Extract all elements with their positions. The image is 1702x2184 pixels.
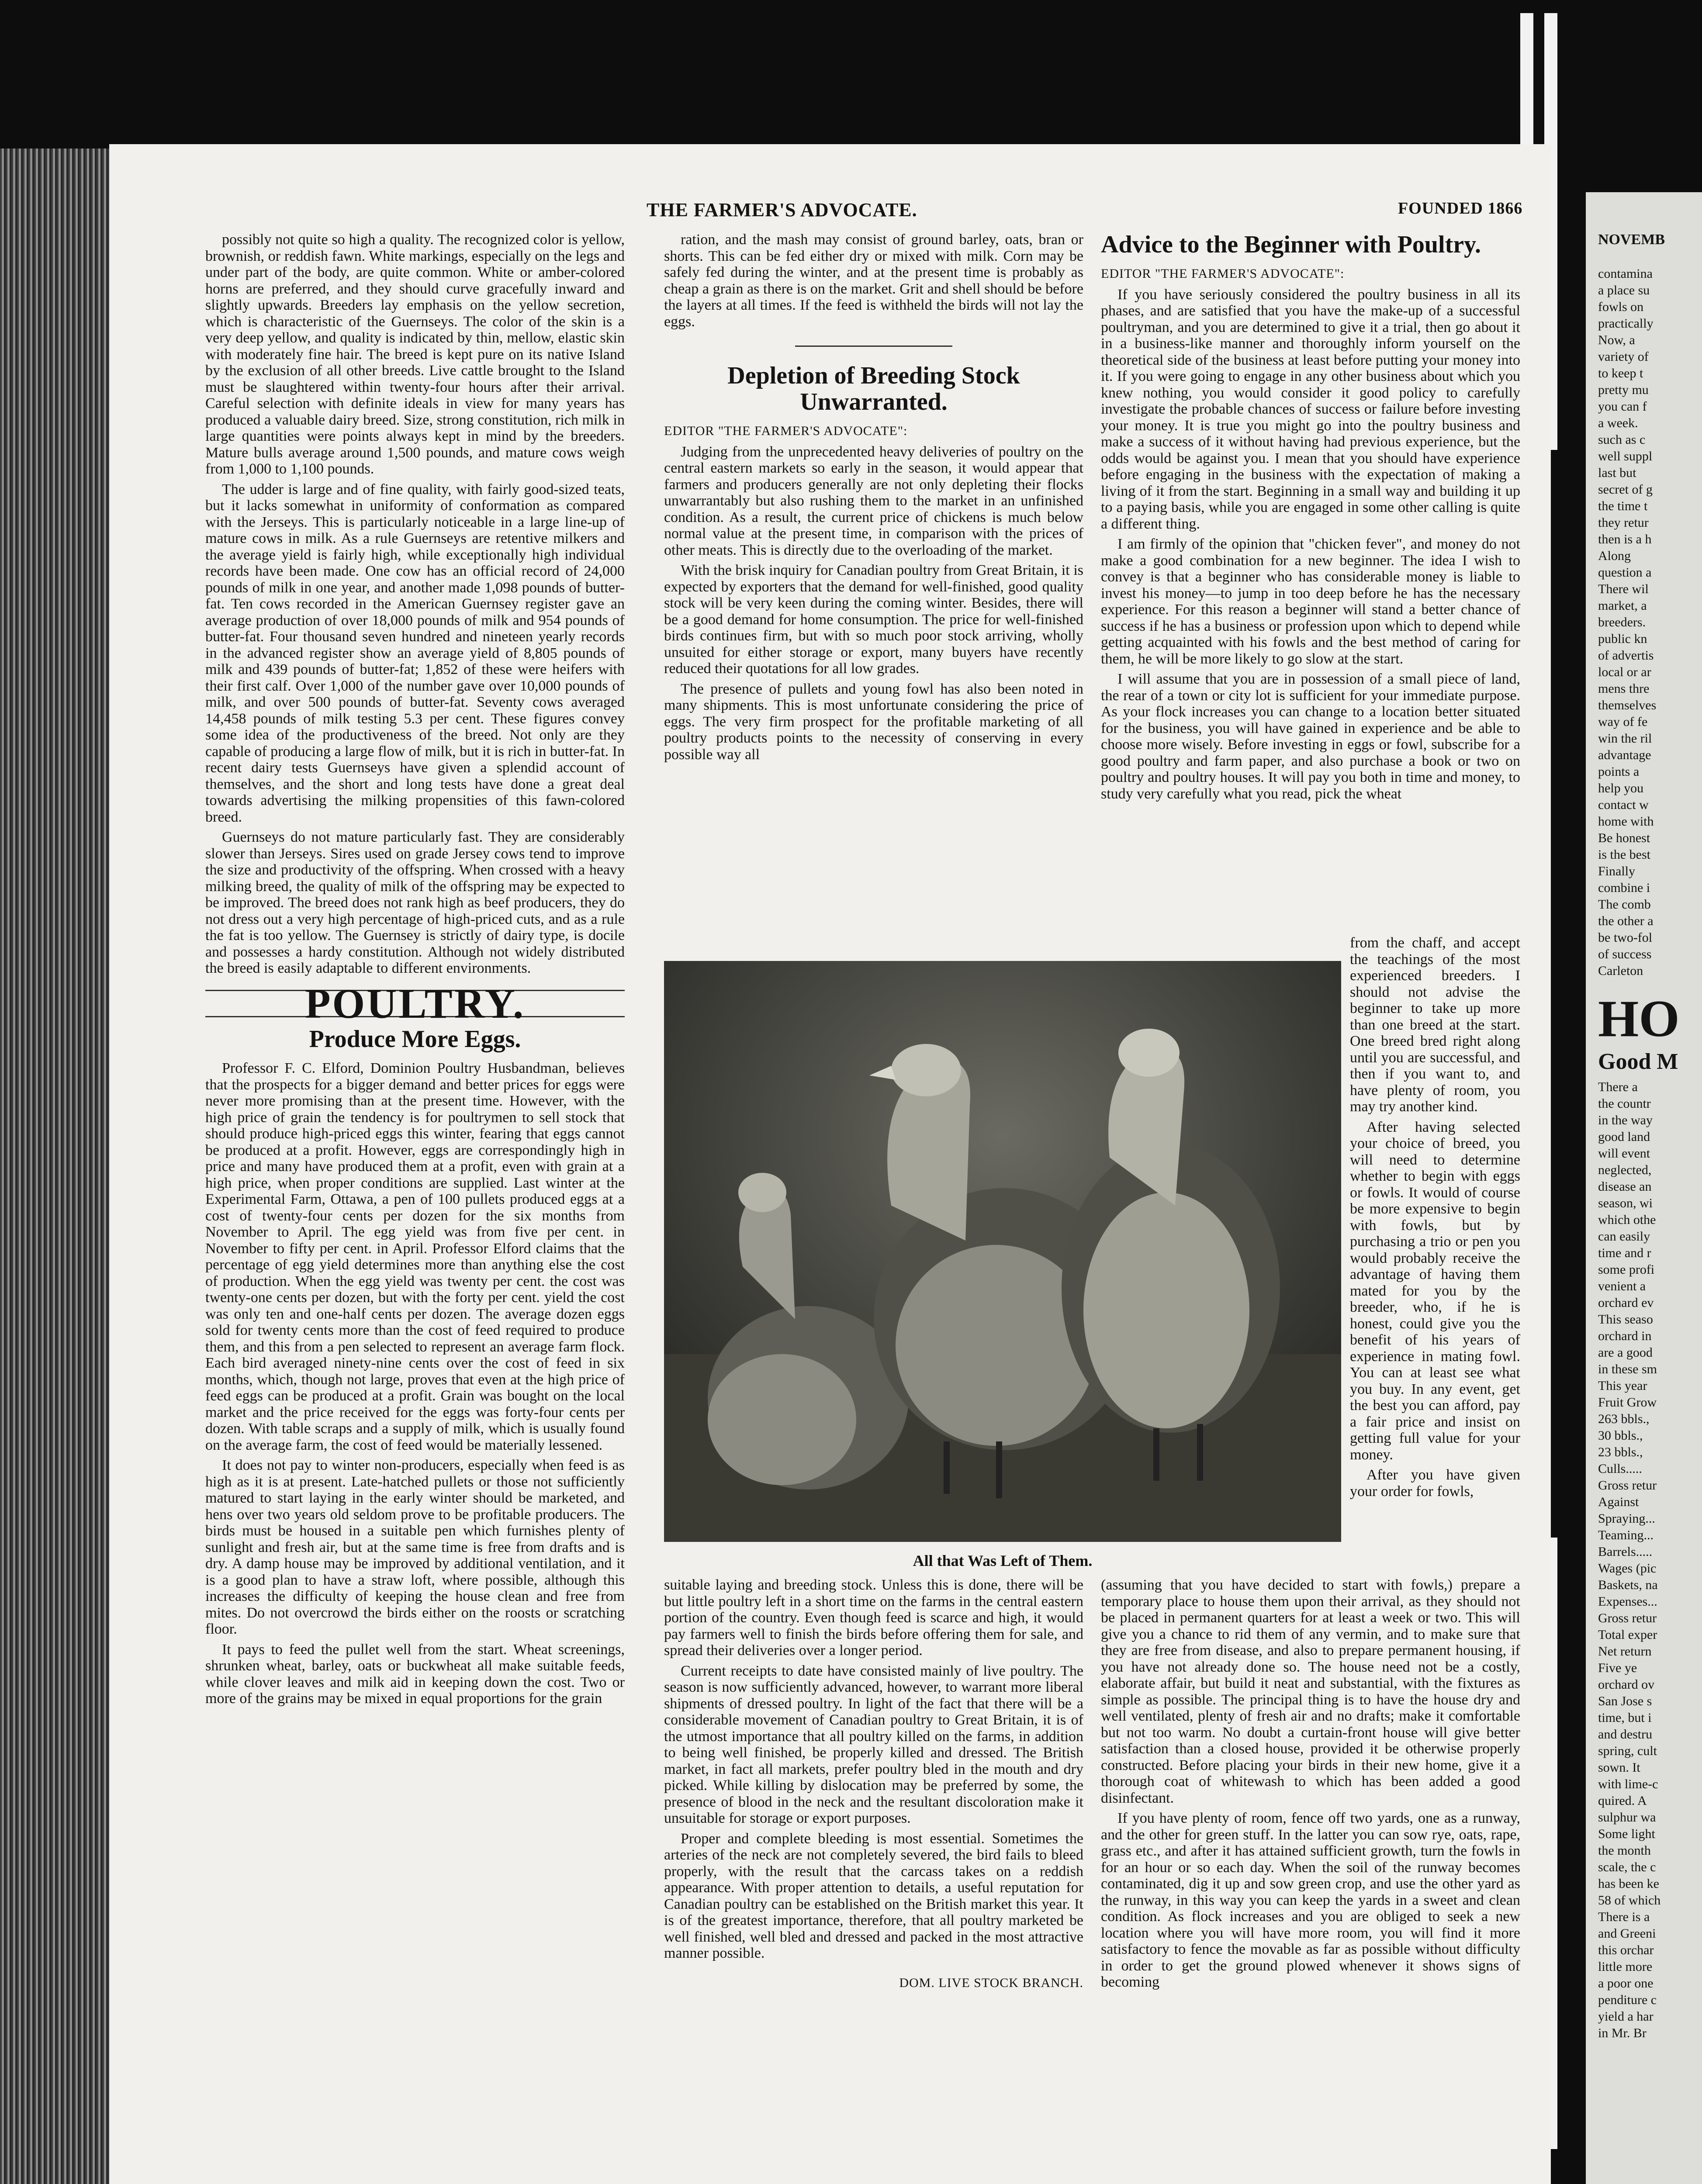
right-page-line: Spraying...: [1598, 1511, 1655, 1526]
paragraph: Professor F. C. Elford, Dominion Poultry Husbandman, believes that the prospects for a bigger demand and better prices for eggs were never more promising than at the present time. However, with the high price of grain the tendency is for poultrymen to sell stock that should produce high-priced eggs this winter, fearing that eggs cannot be produced at a profit. However, eggs are correspondingly high in price and many have produced them at a profit, even with grain at a high price, when proper conditions are supplied. Last winter at the Experimental Farm, Ottawa, a pen of 100 pullets produced eggs at a cost of twenty-four cents per dozen for the six months from November to April. The egg yield was from five per cent. in November to fifty per cent. in April. Professor Elford claims that the percentage of egg yield determines more than anything else the cost of production. When the egg yield was twenty per cent. the cost was twenty-one cents per dozen, but with the forty per cent. yield the cost was only ten and one-half cents per dozen. The average dozen eggs sold for twenty cents more than the cost of feed required to produce them, and this from a pen selected to represent an average farm flock. Each bird averaged ninety-nine cents over the cost of feed in six months, which, though not large, proves that even at the high price of feed eggs can be produced at a profit. Grain was bought on the local market and the price received for the eggs was forty-four cents per dozen. With table scraps and a supply of milk, which is usually found on the average farm, the cost of feed would be materially lessened.: [205, 1060, 625, 1453]
right-page-line: penditure c: [1598, 1993, 1657, 2007]
right-page-line: a week.: [1598, 416, 1638, 430]
right-page-line: quired. A: [1598, 1794, 1647, 1808]
paragraph: suitable laying and breeding stock. Unless this is done, there will be but little poultry left in a short time on the farms in the central eastern portion of the country. Even though feed is scarce and high, it would pay farmers well to finish the birds before offering them for sale, and spread their deliveries over a longer period.: [664, 1577, 1083, 1659]
right-page-line: Gross retur: [1598, 1478, 1657, 1493]
right-page-line: Along: [1598, 549, 1631, 563]
paragraph: If you have seriously considered the poultry business in all its phases, and are satisfied that you have the make-up of a successful poultryman, and you are determined to give it a trial, then go about it in a business-like manner and thoroughly inform yourself on the theoretical side of the business at least before putting your money into it. If you were going to engage in any other business about which you knew nothing, you would consider it good policy to carefully investigate the probable chances of success or failure before investing your money. It is true you might go into the poultry business and make a success of it without having had previous experience, but the odds would be against you. I mean that you should have experience before engaging in the business with the expectation of making a living of it from the start. Beginning in a small way and building it up to a paying basis, while you are engaged in some other calling is quite a different thing.: [1101, 286, 1520, 532]
right-page-line: this orchar: [1598, 1943, 1654, 1957]
right-page-line: in the way: [1598, 1113, 1653, 1127]
right-page-line: and destru: [1598, 1727, 1653, 1742]
right-page-line: variety of: [1598, 349, 1649, 364]
right-page-line: help you: [1598, 781, 1644, 795]
paragraph: I will assume that you are in possession of a small piece of land, the rear of a town or city lot is sufficient for your immediate purpose. As your flock increases you can change to a location better situated for the business, you will have gained in experience and be able to choose more wisely. Before investing in eggs or fowl, subscribe for a good poultry and farm paper, and also purchase a book or two on poultry and poultry houses. It will pay you both in time and money, to study very carefully what you read, pick the wheat: [1101, 671, 1520, 802]
right-page-line: Culls.....: [1598, 1462, 1642, 1476]
right-page-line: home with: [1598, 814, 1654, 829]
right-page-header: NOVEMB: [1598, 232, 1665, 248]
paragraph: After you have given your order for fowls,: [1350, 1467, 1520, 1500]
right-page-line: There a: [1598, 1080, 1638, 1094]
paragraph: I am firmly of the opinion that "chicken fever", and money do not make a good combination for a new beginner. The idea I wish to convey is that a beginner who has considerable money is liable to invest his money—to jump in too deep before he has the necessary experience. For this reason a beginner will stand a better chance of success if he has a business or profession upon which to depend while getting acquainted with his fowls and the best method of caring for them, he will be more likely to go slow at the start.: [1101, 536, 1520, 667]
paragraph: Proper and complete bleeding is most essential. Sometimes the arteries of the neck are not completely severed, the bird fails to bleed properly, with the result that the carcass takes on a reddish appearance. With proper attention to details, a useful reputation for Canadian poultry can be established on the British market this year. It is of the greatest importance, therefore, that all poultry marketed be well finished, well bled and dressed and packed in the most attractive manner possible.: [664, 1830, 1083, 1961]
paragraph: possibly not quite so high a quality. The recognized color is yellow, brownish, or reddish fawn. White markings, especially on the legs and under part of the body, are quite common. White or amber-colored horns are preferred, and they should curve gracefully inward and slightly upwards. Breeders lay emphasis on the yellow secretion, which is characteristic of the Guernseys. The color of the skin is a very deep yellow, and quality is indicated by thin, mellow, elastic skin with moderately fine hair. The breed is kept pure on its native Island by the exclusion of all other breeds. Live cattle brought to the Island must be slaughtered within twenty-four hours after their arrival. Careful selection with definite ideals in view for many years has produced a valuable dairy breed. Size, strong constitution, rich milk in large quantities were points always kept in mind by the breeders. Mature bulls average around 1,500 pounds, and mature cows weigh from 1,000 to 1,100 pounds.: [205, 232, 625, 477]
right-page-line: This seaso: [1598, 1312, 1653, 1327]
paragraph: It pays to feed the pullet well from the start. Wheat screenings, shrunken wheat, barley, oats or buckwheat all make suitable feeds, while clover leaves and milk aid in keeping down the cost. Two or more of the grains may be mixed in equal proportions for the grain: [205, 1641, 625, 1707]
right-page-line: to keep t: [1598, 366, 1643, 380]
right-page-line: a place su: [1598, 283, 1650, 297]
column-3-narrow: [1350, 935, 1520, 1503]
right-page-line: San Jose s: [1598, 1694, 1652, 1708]
right-page-line: Expenses...: [1598, 1594, 1657, 1609]
right-page: [1586, 192, 1702, 2184]
right-page-line: breeders.: [1598, 615, 1646, 629]
right-page-line: well suppl: [1598, 449, 1653, 463]
right-page-line: sulphur wa: [1598, 1810, 1656, 1825]
right-page-line: market, a: [1598, 598, 1647, 613]
right-page-line: orchard ev: [1598, 1296, 1654, 1310]
right-page-line: Baskets, na: [1598, 1578, 1658, 1592]
right-page-line: Carleton: [1598, 964, 1643, 978]
right-page-line: spring, cult: [1598, 1744, 1657, 1758]
right-page-line: 23 bbls.,: [1598, 1445, 1643, 1459]
right-page-line: can easily: [1598, 1229, 1650, 1244]
right-page-line: Be honest: [1598, 831, 1650, 845]
paragraph: from the chaff, and accept the teachings of the most experienced breeders. I should not advise the beginner to take up more than one breed at the start. One breed bred right along until you are successful, and then if you want to, and have plenty of room, you may try another kind.: [1350, 935, 1520, 1115]
right-page-line: are a good: [1598, 1345, 1653, 1360]
section-title: POULTRY.: [205, 990, 625, 1018]
geese-photo: [664, 961, 1341, 1542]
right-page-line: local or ar: [1598, 665, 1651, 679]
right-page-line: the other a: [1598, 914, 1654, 928]
right-page-line: Fruit Grow: [1598, 1395, 1657, 1410]
right-page-line: is the best: [1598, 847, 1650, 862]
right-page-line: be two-fol: [1598, 930, 1653, 945]
right-page-line: season, wi: [1598, 1196, 1653, 1210]
right-page-line: neglected,: [1598, 1163, 1652, 1177]
paragraph: After having selected your choice of breed, you will need to determine whether to begin with eggs or fowls. It would of course be more expensive to begin with fowls, but by purchasing a trio or pen you would probably receive the advantage of having them mated for you by the breeder, who, if he is honest, could give you the benefit of his years of experience in mating fowl. You can at least see what you buy. In any event, get the best you can afford, pay a fair price and insist on getting full value for your money.: [1350, 1119, 1520, 1463]
right-page-line: some profi: [1598, 1262, 1655, 1277]
paragraph: (assuming that you have decided to start with fowls,) prepare a temporary place to house them upon their arrival, as they should not be placed in permanent quarters for at least a week or two. This will give you a chance to rid them of any vermin, and to make sure that they are free from disease, and also to prepare permanent housing, if you have not already done so. The house need not be a costly, elaborate affair, but build it neat and substantial, with the fixtures as simple as possible. The principal thing is to have the house dry and well ventilated, plenty of fresh air and no drafts; make it comfortable but not too warm. No doubt a curtain-front house will give better satisfaction than a closed house, provided it be otherwise properly constructed. Before placing your birds in their new home, give it a thorough coat of whitewash to which has been added a good disinfectant.: [1101, 1577, 1520, 1806]
right-page-line: they retur: [1598, 515, 1649, 530]
right-page-line: themselves: [1598, 698, 1657, 712]
right-page-line: There wil: [1598, 582, 1649, 596]
article-title: Produce More Eggs.: [309, 1026, 521, 1053]
article-title: Advice to the Beginner with Poultry.: [1101, 231, 1481, 258]
right-page-line: This year: [1598, 1379, 1647, 1393]
right-page-line: Total exper: [1598, 1628, 1657, 1642]
right-page-text: [1586, 192, 1702, 2042]
right-page-line: Wages (pic: [1598, 1561, 1657, 1576]
byline: EDITOR "THE FARMER'S ADVOCATE":: [664, 424, 908, 438]
paragraph: Judging from the unprecedented heavy deliveries of poultry on the central eastern markets so early in the season, it would appear that farmers and producers generally are not only depleting their flocks unwarrantably but also rushing them to the market in an unfinished condition. As a result, the current price of chickens is much below normal value at the present time, in comparison with the prices of other meats. This is directly due to the overloading of the market.: [664, 443, 1083, 558]
right-page-line: 30 bbls.,: [1598, 1428, 1643, 1443]
right-page-line: contamina: [1598, 266, 1653, 281]
masthead: THE FARMER'S ADVOCATE.: [647, 199, 917, 221]
paragraph: The presence of pullets and young fowl has also been noted in many shipments. This is most unfortunate considering the price of eggs. The very firm prospect for the profitable marketing of all poultry products points to the necessity of conserving in every possible way all: [664, 681, 1083, 763]
right-page-line: with lime-c: [1598, 1777, 1658, 1791]
right-page-line: such as c: [1598, 432, 1646, 447]
photo-caption: All that Was Left of Them.: [913, 1552, 1093, 1569]
right-page-line: points a: [1598, 764, 1640, 779]
article-title: Depletion of Breeding Stock Unwarranted.: [727, 362, 1020, 415]
right-page-line: orchard in: [1598, 1329, 1652, 1343]
right-page-line: orchard ov: [1598, 1677, 1655, 1692]
right-page-line: Gross retur: [1598, 1611, 1657, 1625]
right-page-line: question a: [1598, 565, 1652, 580]
right-page-line: in these sm: [1598, 1362, 1657, 1376]
paragraph: Current receipts to date have consisted mainly of live poultry. The season is now sufficiently advanced, however, to warrant more liberal shipments of dressed poultry. In light of the fact that there will be a considerable movement of Canadian poultry to Great Britain, it is of the utmost importance that all poultry killed on the farms, in addition to being well finished, be properly killed and dressed. The British market, in fact all markets, prefer poultry bled in the mouth and dry picked. While killing by dislocation may be preferred by some, the presence of blood in the neck and the resultant discoloration make it unsuitable for storage or export purposes.: [664, 1662, 1083, 1826]
right-page-line: the countr: [1598, 1096, 1651, 1111]
paragraph: The udder is large and of fine quality, with fairly good-sized teats, but it lacks somewhat in uniformity of conformation as compared with the Jerseys. This is particularly noticeable in a large line-up of mature cows in milk. As a rule Guernseys are retentive milkers and the average yield is fairly high, while exceptionally high individual records have been made. One cow has an official record of 24,000 pounds of milk in one year, and another made 1,098 pounds of butter-fat. Ten cows recorded in the American Guernsey register gave an average production of over 18,000 pounds of milk and 954 pounds of butter-fat. Four thousand seven hundred and nineteen yearly records in the advanced register show an average yield of 8,805 pounds of milk and 439 pounds of butter-fat; 1,852 of these were heifers with their first calf. Over 1,000 of the number gave over 10,000 pounds of milk, and over 500 pounds of butter-fat. Seventy cows averaged 14,458 pounds of milk testing 5.3 per cent. These figures convey some idea of the productiveness of the breed. Not only are they capable of producing a large flow of milk, but it is rich in butter-fat. In recent dairy tests Guernseys have given a splendid account of themselves, and the short and long tests have done a great deal towards advertising the milking propensities of this fawn-colored breed.: [205, 481, 625, 825]
right-page-line: venient a: [1598, 1279, 1646, 1293]
signature: DOM. LIVE STOCK BRANCH.: [899, 1975, 1083, 1990]
paragraph: Guernseys do not mature particularly fast. They are considerably slower than Jerseys. Sires used on grade Jersey cows tend to improve the size and productivity of the offspring. When crossed with a heavy milking breed, the quality of milk of the offspring may be expected to be improved. The breed does not rank high as beef producers, they do not dress out a very high percentage of high-priced cuts, and as a rule the fat is too yellow. The Guernsey is strictly of dairy type, is docile and possesses a hardy constitution. Although not widely distributed the breed is easily adaptable to different environments.: [205, 829, 625, 976]
right-page-line: 263 bbls.,: [1598, 1412, 1650, 1426]
right-page-line: 58 of which: [1598, 1893, 1661, 1908]
column-3-top: [1101, 232, 1520, 806]
right-page-line: Some light: [1598, 1827, 1655, 1841]
right-page-line: mens thre: [1598, 681, 1650, 696]
paragraph: With the brisk inquiry for Canadian poultry from Great Britain, it is expected by exporters that the demand for well-finished, good quality stock will be very keen during the coming winter. Besides, there will be a good demand for home consumption. The price for well-finished birds continues firm, but with so much poor stock arriving, wholly unsuited for either storage or export, many buyers have recently reduced their quotations for all low grades.: [664, 562, 1083, 677]
right-page-line: which othe: [1598, 1213, 1656, 1227]
right-page-line: time, but i: [1598, 1711, 1652, 1725]
right-page-subhead: Good M: [1598, 1049, 1678, 1074]
right-page-line: Teaming...: [1598, 1528, 1654, 1542]
right-page-line: then is a h: [1598, 532, 1652, 546]
right-page-line: public kn: [1598, 632, 1647, 646]
book-edge: [0, 149, 109, 2184]
right-page-section: HO: [1598, 989, 1680, 1047]
right-page-line: Now, a: [1598, 333, 1635, 347]
right-page-line: scale, the c: [1598, 1860, 1656, 1874]
right-page-line: way of fe: [1598, 715, 1648, 729]
byline: EDITOR "THE FARMER'S ADVOCATE":: [1101, 266, 1345, 281]
right-page-line: little more: [1598, 1959, 1653, 1974]
right-page-lines-bottom: [1598, 1079, 1702, 2042]
right-page-line: Barrels.....: [1598, 1545, 1653, 1559]
right-page-line: a poor one: [1598, 1976, 1654, 1990]
right-page-line: sown. It: [1598, 1760, 1640, 1775]
right-page-line: There is a: [1598, 1910, 1650, 1924]
right-page-line: the time t: [1598, 499, 1648, 513]
right-page-line: you can f: [1598, 399, 1647, 414]
paragraph: It does not pay to winter non-producers, especially when feed is as high as it is at present. Late-hatched pullets or those not sufficiently matured to start laying in the early winter should be marketed, and hens over two years old seldom prove to be profitable producers. The birds must be housed in a suitable pen which furnishes plenty of sunlight and fresh air, but at the same time is free from drafts and is dry. A damp house may be improved by additional ventilation, and it is a good plan to have a straw loft, where possible, although this increases the difficulty of keeping the house clean and free from mites. Do not overcrowd the birds either on the roosts or scratching floor.: [205, 1457, 625, 1637]
right-page-line: fowls on: [1598, 300, 1644, 314]
right-page-line: The comb: [1598, 897, 1651, 912]
right-page-line: yield a har: [1598, 2009, 1654, 2024]
right-page-line: in Mr. Br: [1598, 2026, 1647, 2040]
right-page-line: of success: [1598, 947, 1652, 961]
right-page-line: Net return: [1598, 1644, 1652, 1659]
right-page-line: Against: [1598, 1495, 1639, 1509]
founded-label: FOUNDED 1866: [1398, 199, 1523, 218]
right-page-line: pretty mu: [1598, 383, 1649, 397]
right-page-line: Five ye: [1598, 1661, 1637, 1675]
right-page-lines-top: [1598, 266, 1702, 979]
right-page-line: Finally: [1598, 864, 1636, 878]
column-2-bottom: [664, 1577, 1083, 1991]
paragraph: ration, and the mash may consist of ground barley, oats, bran or shorts. This can be fed either dry or mixed with milk. Corn may be safely fed during the winter, and at the present time is probably as cheap a grain as there is on the market. Grit and shell should be before the layers at all times. If the feed is withheld the birds will not lay the eggs.: [664, 232, 1083, 330]
column-3-bottom: [1101, 1577, 1520, 1994]
column-2-top: [664, 232, 1083, 767]
right-page-line: secret of g: [1598, 482, 1653, 497]
right-page-line: good land: [1598, 1130, 1650, 1144]
right-page-line: last but: [1598, 466, 1636, 480]
right-page-line: practically: [1598, 316, 1654, 331]
right-page-line: has been ke: [1598, 1876, 1659, 1891]
right-page-line: advantage: [1598, 748, 1651, 762]
right-page-line: will event: [1598, 1146, 1650, 1161]
right-page-line: and Greeni: [1598, 1926, 1656, 1941]
right-page-line: of advertis: [1598, 648, 1654, 663]
right-page-line: combine i: [1598, 881, 1650, 895]
paragraph: If you have plenty of room, fence off two yards, one as a runway, and the other for green stuff. In the latter you can sow rye, oats, rape, grass etc., and after it has attained sufficient growth, turn the fowls in for an hour or so each day. When the soil of the runway becomes contaminated, dig it up and sow green crop, and use the other yard as the runway, in this way you can keep the yards in a sweet and clean condition. As flock increases and you are obliged to seek a new location where you will have more room, you will find it more satisfactory to fence the movable as far as possible without difficulty in order to get the ground plowed whenever it shows signs of becoming: [1101, 1810, 1520, 1990]
right-page-line: time and r: [1598, 1246, 1651, 1260]
column-1: [205, 232, 625, 1711]
right-page-line: contact w: [1598, 798, 1649, 812]
right-page-line: win the ril: [1598, 731, 1652, 746]
divider: [795, 346, 952, 347]
right-page-line: disease an: [1598, 1179, 1652, 1194]
right-page-line: the month: [1598, 1843, 1651, 1858]
